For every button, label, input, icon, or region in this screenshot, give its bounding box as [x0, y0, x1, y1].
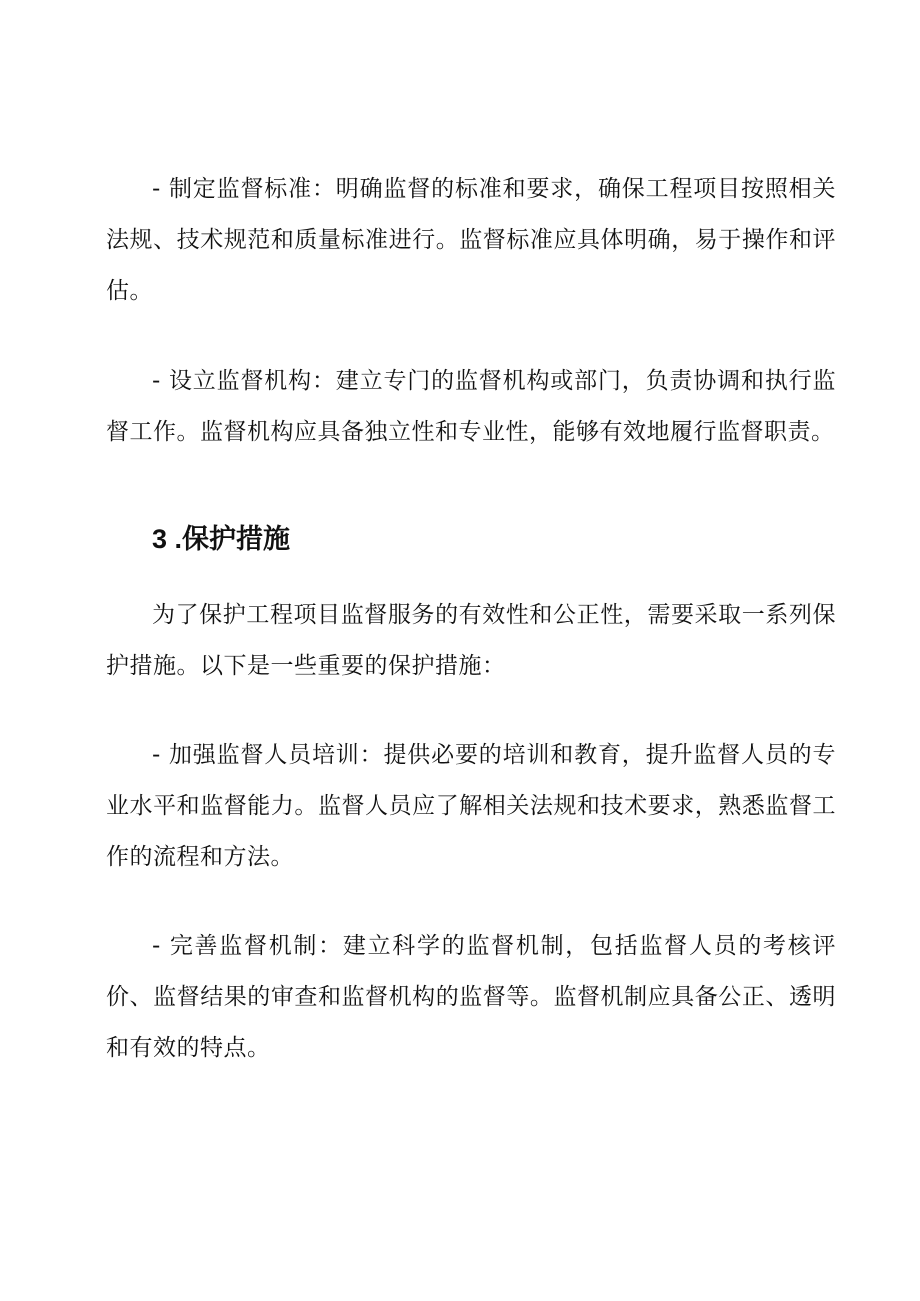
- paragraph-monitoring-standards: - 制定监督标准：明确监督的标准和要求，确保工程项目按照相关法规、技术规范和质量标准进行。监督标准应具体明确，易于操作和评估。: [106, 176, 836, 304]
- paragraph-section-intro: 为了保护工程项目监督服务的有效性和公正性，需要采取一系列保护措施。以下是一些重要的保护措施：: [106, 602, 836, 679]
- paragraph-monitoring-mechanism: - 完善监督机制：建立科学的监督机制，包括监督人员的考核评价、监督结果的审查和监督机构的监督等。监督机制应具备公正、透明和有效的特点。: [106, 933, 836, 1061]
- paragraph-monitoring-agency: - 设立监督机构：建立专门的监督机构或部门，负责协调和执行监督工作。监督机构应具备独立性和专业性，能够有效地履行监督职责。: [106, 368, 836, 445]
- section-heading-protection-measures: 3 .保护措施: [152, 524, 291, 554]
- paragraph-staff-training: - 加强监督人员培训：提供必要的培训和教育，提升监督人员的专业水平和监督能力。监督人员应了解相关法规和技术要求，熟悉监督工作的流程和方法。: [106, 742, 836, 870]
